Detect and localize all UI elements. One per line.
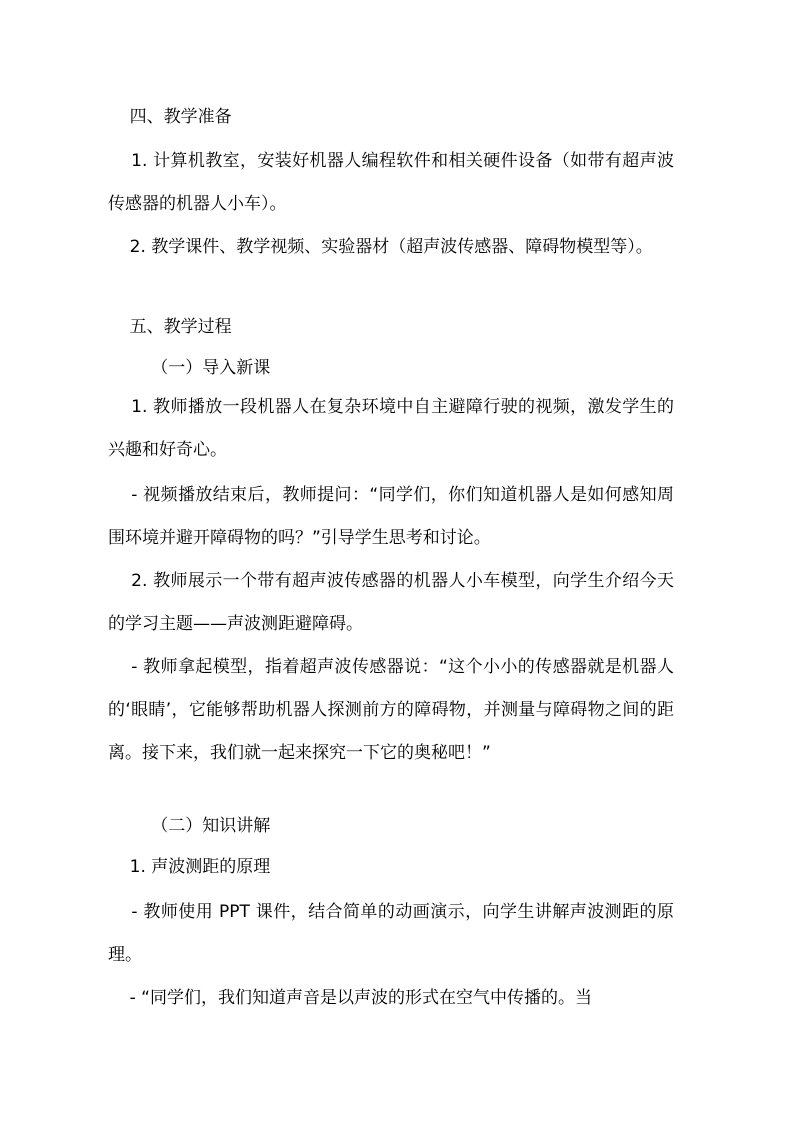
paragraph-intro-item-2: 2. 教师展示一个带有超声波传感器的机器人小车模型，向学生介绍今天的学习主题——声波测距避障碍。: [108, 571, 674, 634]
paragraph-principle-quote: - “同学们，我们知道声音是以声波的形式在空气中传播的。当: [108, 988, 592, 1008]
subsection-heading-intro: （一）导入新课: [108, 358, 271, 378]
paragraph-prep-item-2: 2. 教学课件、教学视频、实验器材（超声波传感器、障碍物模型等）。: [108, 237, 653, 257]
paragraph-prep-item-1: 1. 计算机教室，安装好机器人编程软件和相关硬件设备（如带有超声波传感器的机器人小车）。: [108, 151, 674, 214]
section-heading-preparation: 四、教学准备: [108, 107, 232, 127]
section-heading-process: 五、教学过程: [108, 317, 232, 337]
paragraph-principle-title: 1. 声波测距的原理: [108, 857, 271, 877]
subsection-heading-knowledge: （二）知识讲解: [108, 816, 271, 836]
paragraph-intro-item-1: 1. 教师播放一段机器人在复杂环境中自主避障行驶的视频，激发学生的兴趣和好奇心。: [108, 397, 674, 460]
paragraph-intro-quote: - 教师拿起模型，指着超声波传感器说：“这个小小的传感器就是机器人的‘眼睛’，它能够帮助机器人探测前方的障碍物，并测量与障碍物之间的距离。接下来，我们就一起来探究一下它的奥秘吧！”: [108, 657, 674, 763]
paragraph-principle-ppt: - 教师使用 PPT 课件，结合简单的动画演示，向学生讲解声波测距的原理。: [108, 902, 674, 965]
paragraph-intro-question: - 视频播放结束后，教师提问：“同学们，你们知道机器人是如何感知周围环境并避开障碍物的吗？”引导学生思考和讨论。: [108, 485, 674, 548]
